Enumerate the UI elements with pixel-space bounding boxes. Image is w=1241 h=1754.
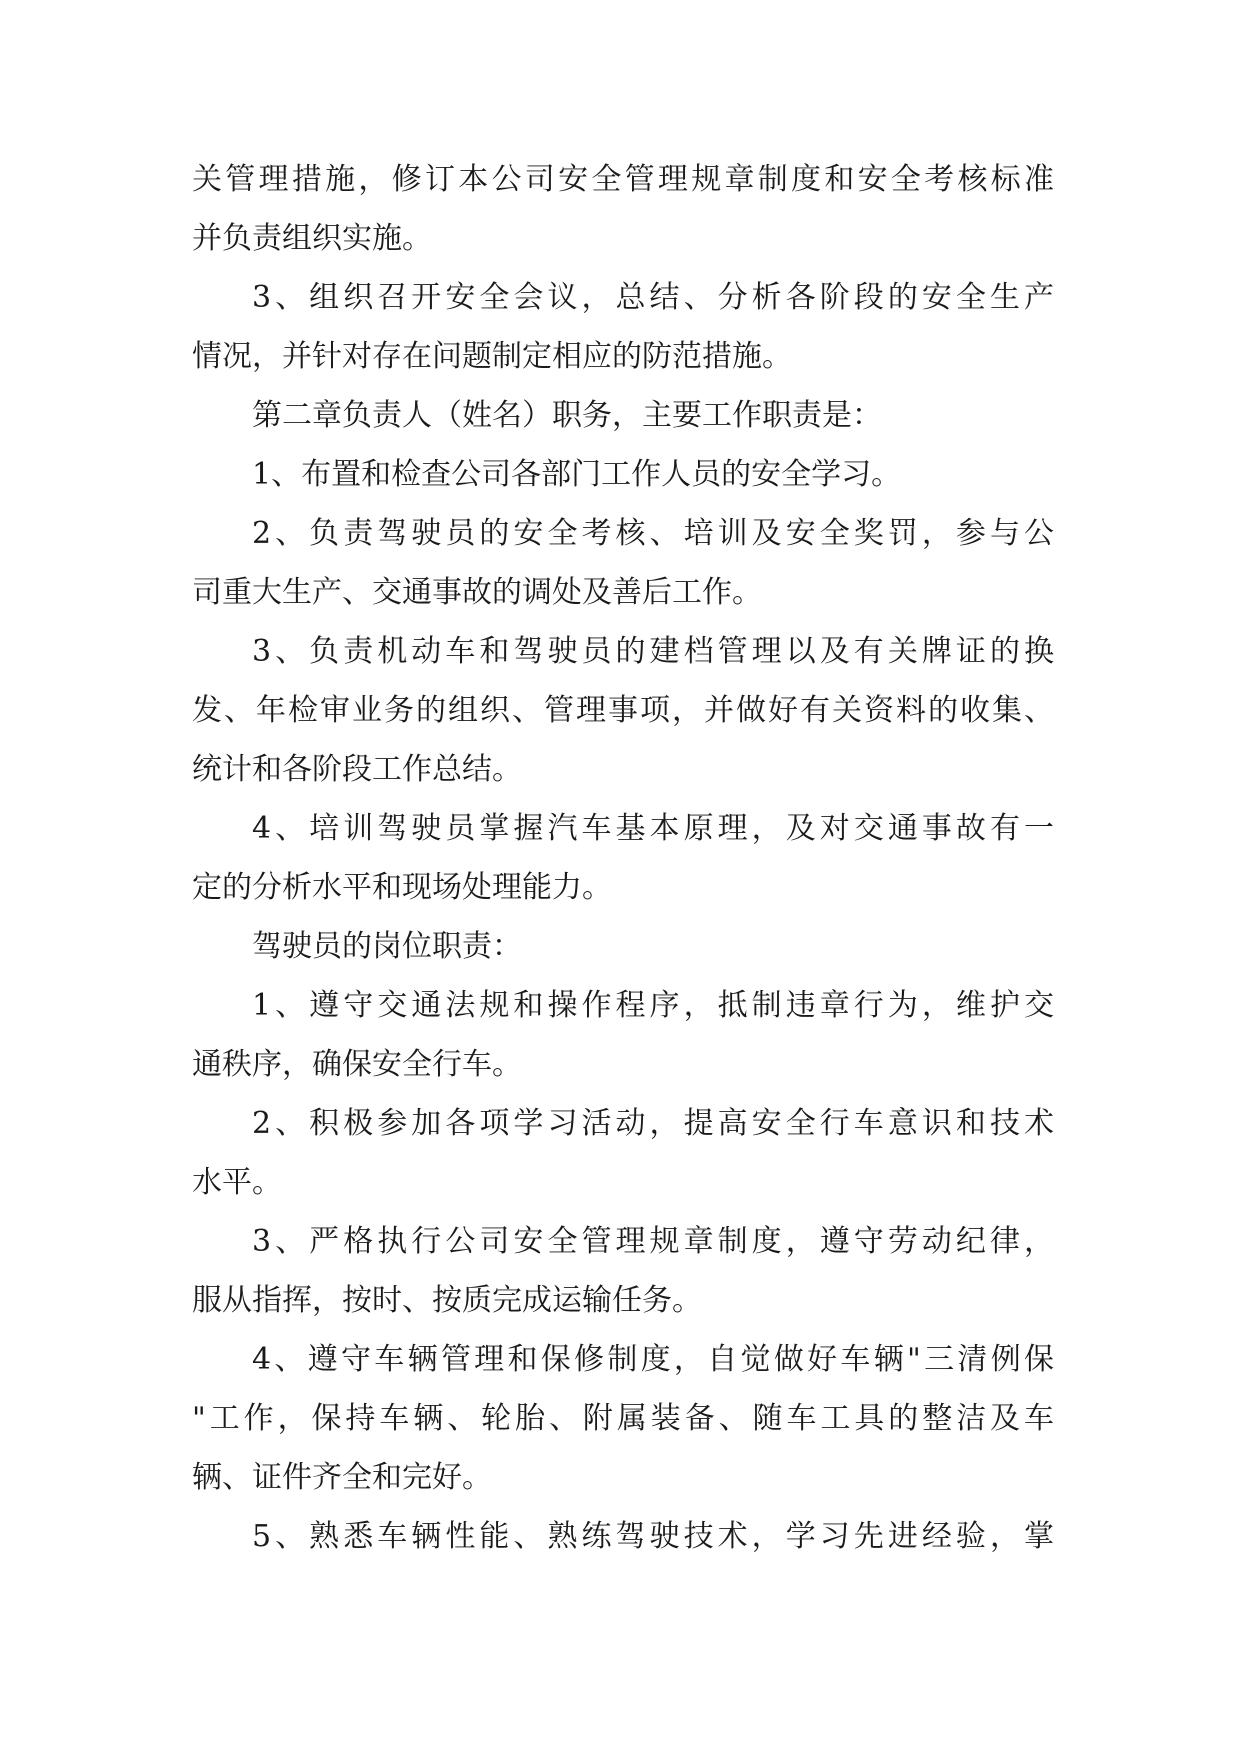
- text-line: 4、培训驾驶员掌握汽车基本原理，及对交通事故有一: [252, 811, 1054, 846]
- text-line: 定的分析水平和现场处理能力。: [192, 870, 612, 905]
- text-line: 发、年检审业务的组织、管理事项，并做好有关资料的收集、: [192, 693, 1054, 728]
- text-line: 水平。: [192, 1165, 282, 1200]
- text-line: 通秩序，确保安全行车。: [192, 1047, 522, 1082]
- text-line: 关管理措施，修订本公司安全管理规章制度和安全考核标准: [192, 162, 1054, 197]
- text-line: 服从指挥，按时、按质完成运输任务。: [192, 1283, 702, 1318]
- text-line: 统计和各阶段工作总结。: [192, 752, 522, 787]
- text-line: 辆、证件齐全和完好。: [192, 1460, 492, 1495]
- text-line: 1、布置和检查公司各部门工作人员的安全学习。: [252, 457, 902, 492]
- text-line: 司重大生产、交通事故的调处及善后工作。: [192, 575, 762, 610]
- text-line: 5、熟悉车辆性能、熟练驾驶技术，学习先进经验，掌: [252, 1519, 1054, 1554]
- section-heading: 第二章负责人（姓名）职务，主要工作职责是：: [252, 398, 882, 433]
- text-line: 2、负责驾驶员的安全考核、培训及安全奖罚，参与公: [252, 516, 1054, 551]
- text-line: 并负责组织实施。: [192, 221, 432, 256]
- text-line: 3、严格执行公司安全管理规章制度，遵守劳动纪律，: [252, 1224, 1054, 1259]
- text-line: 3、负责机动车和驾驶员的建档管理以及有关牌证的换: [252, 634, 1054, 669]
- text-line: 3、组织召开安全会议，总结、分析各阶段的安全生产: [252, 280, 1054, 315]
- section-heading: 驾驶员的岗位职责：: [252, 929, 522, 964]
- text-line: 4、遵守车辆管理和保修制度，自觉做好车辆"三清例保: [252, 1342, 1054, 1377]
- document-body: [192, 150, 1054, 1566]
- text-line: 2、积极参加各项学习活动，提高安全行车意识和技术: [252, 1106, 1054, 1141]
- text-line: 情况，并针对存在问题制定相应的防范措施。: [192, 339, 792, 374]
- text-line: "工作，保持车辆、轮胎、附属装备、随车工具的整洁及车: [192, 1401, 1054, 1436]
- text-line: 1、遵守交通法规和操作程序，抵制违章行为，维护交: [252, 988, 1054, 1023]
